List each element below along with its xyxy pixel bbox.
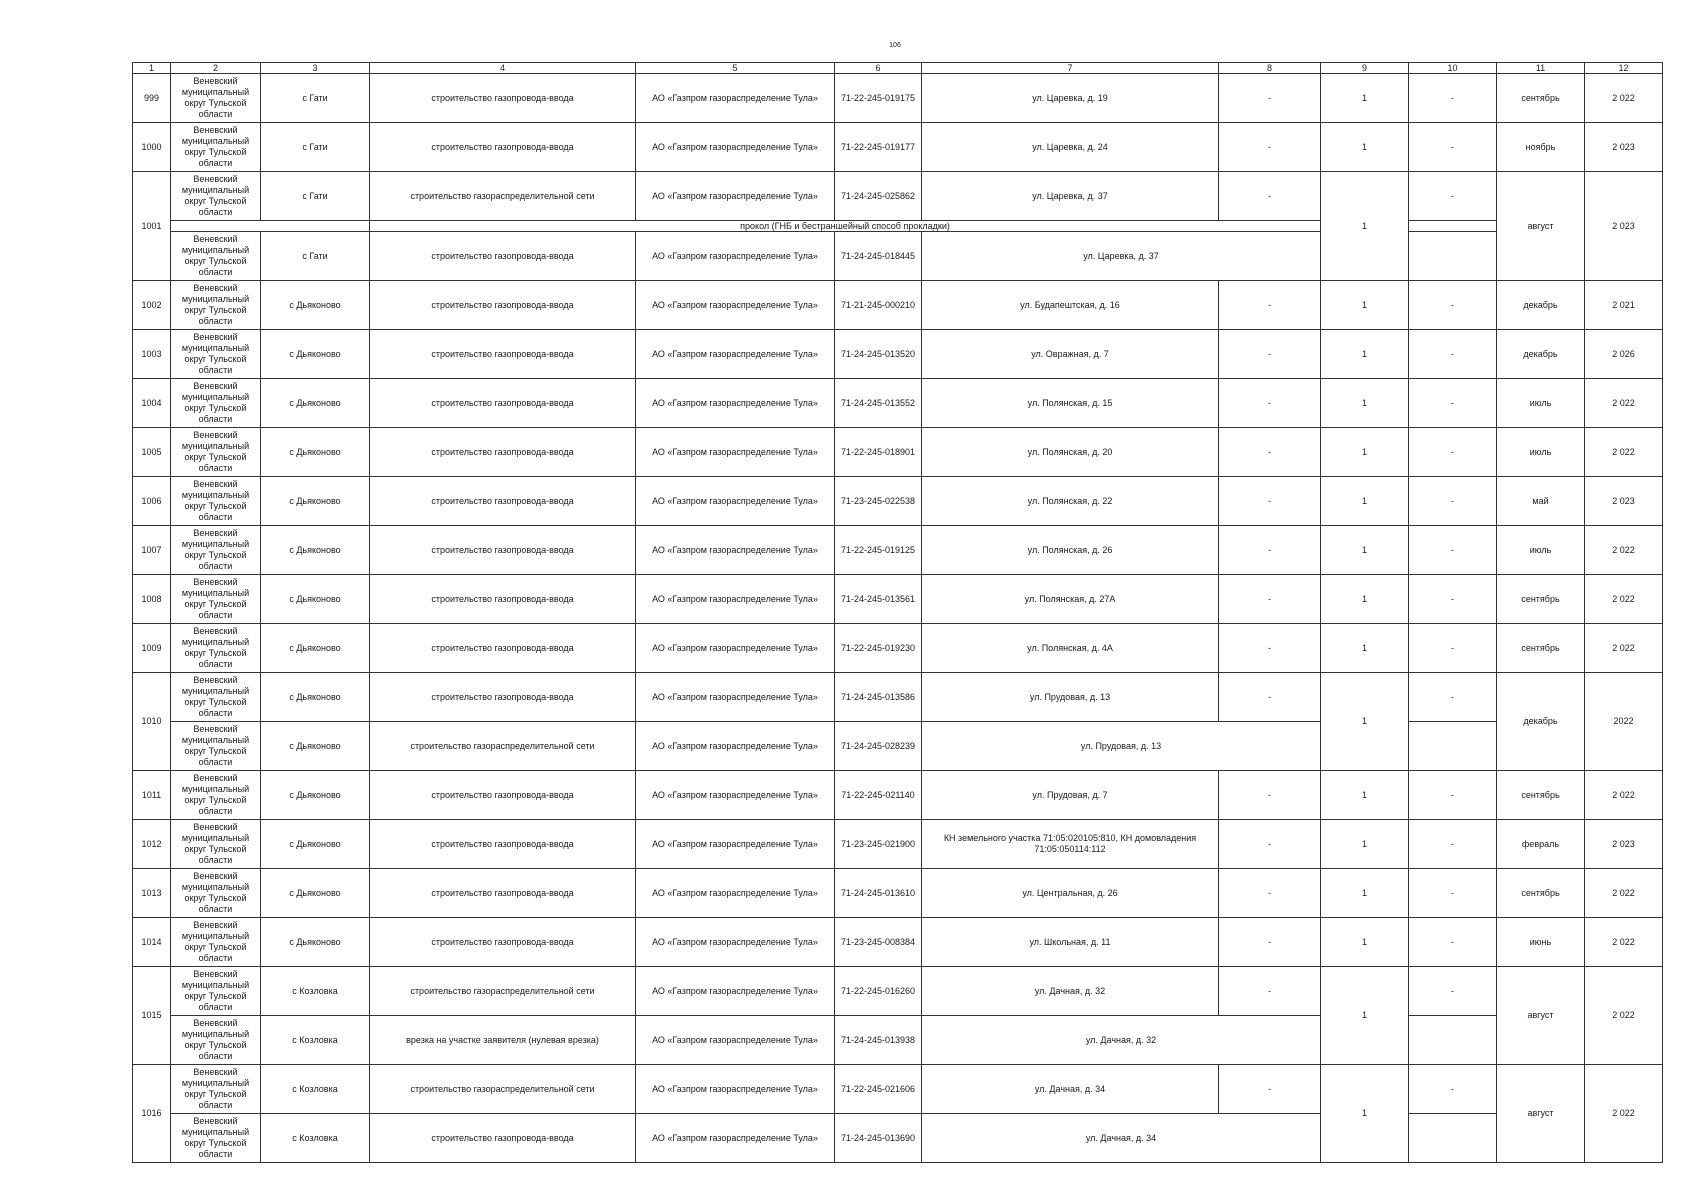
table-row [133,1016,1663,1065]
org-cell: АО «Газпром газораспределение Тула» [636,172,835,221]
col10-cell: - [1409,1065,1497,1114]
row-number: 1016 [133,1065,171,1163]
column-header: 11 [1497,63,1585,74]
column-header: 3 [261,63,370,74]
address-cell: КН земельного участка 71:05:020105:810, КН домовладения 71:05:050114:112 [922,820,1219,869]
org-cell: АО «Газпром газораспределение Тула» [636,967,835,1016]
org-cell: АО «Газпром газораспределение Тула» [636,74,835,123]
col10-cell: - [1409,172,1497,221]
page-number: 106 [889,42,901,49]
code-cell: 71-22-245-019230 [835,624,922,673]
note-cell: прокол (ГНБ и бестраншейный способ прокладки) [370,221,1321,232]
code-cell: 71-23-245-008384 [835,918,922,967]
col8-cell: - [1219,172,1321,221]
column-header: 7 [922,63,1219,74]
work-cell: строительство газопровода-ввода [370,771,636,820]
row-number: 1010 [133,673,171,771]
address-cell: ул. Полянская, д. 20 [922,428,1219,477]
place-cell: с Гати [261,123,370,172]
code-cell: 71-22-245-021606 [835,1065,922,1114]
col10-cell: - [1409,575,1497,624]
col8-cell: - [1219,74,1321,123]
org-cell: АО «Газпром газораспределение Тула» [636,330,835,379]
col8-cell: - [1219,575,1321,624]
district-cell: Веневский муниципальный округ Тульской области [171,967,261,1016]
table-row [133,477,1663,526]
code-cell: 71-24-245-013690 [835,1114,922,1163]
col9-cell: 1 [1321,967,1409,1065]
address-cell: ул. Прудовая, д. 13 [922,722,1321,771]
table-row [133,123,1663,172]
col9-cell: 1 [1321,477,1409,526]
col10-cell [1409,1016,1497,1065]
col8-cell: - [1219,967,1321,1016]
col9-cell: 1 [1321,624,1409,673]
col8-cell: - [1219,673,1321,722]
place-cell: с Гати [261,172,370,221]
year-cell: 2 022 [1585,771,1663,820]
table-row [133,74,1663,123]
table-row [133,281,1663,330]
address-cell: ул. Школьная, д. 11 [922,918,1219,967]
code-cell: 71-22-245-018901 [835,428,922,477]
address-cell: ул. Царевка, д. 37 [922,172,1219,221]
row-number: 1003 [133,330,171,379]
place-cell: с Дьяконово [261,379,370,428]
table-row [133,575,1663,624]
col8-cell: - [1219,477,1321,526]
col8-cell: - [1219,281,1321,330]
work-cell: строительство газопровода-ввода [370,918,636,967]
code-cell: 71-23-245-021900 [835,820,922,869]
org-cell: АО «Газпром газораспределение Тула» [636,428,835,477]
address-cell: ул. Дачная, д. 34 [922,1065,1219,1114]
work-cell: врезка на участке заявителя (нулевая врезка) [370,1016,636,1065]
district-cell: Веневский муниципальный округ Тульской области [171,820,261,869]
code-cell: 71-22-245-019177 [835,123,922,172]
district-cell: Веневский муниципальный округ Тульской области [171,232,261,281]
address-cell: ул. Дачная, д. 32 [922,967,1219,1016]
place-cell: с Козловка [261,1016,370,1065]
code-cell: 71-22-245-019175 [835,74,922,123]
col9-cell: 1 [1321,1065,1409,1163]
work-cell: строительство газопровода-ввода [370,575,636,624]
row-number: 1000 [133,123,171,172]
table-row [133,1114,1663,1163]
column-header: 2 [171,63,261,74]
col10-cell: - [1409,74,1497,123]
col10-cell: - [1409,771,1497,820]
col10-cell: - [1409,967,1497,1016]
table-row [133,869,1663,918]
place-cell: с Козловка [261,1114,370,1163]
org-cell: АО «Газпром газораспределение Тула» [636,771,835,820]
col8-cell: - [1219,330,1321,379]
row-number: 1012 [133,820,171,869]
org-cell: АО «Газпром газораспределение Тула» [636,379,835,428]
column-header: 9 [1321,63,1409,74]
year-cell: 2 022 [1585,74,1663,123]
district-cell: Веневский муниципальный округ Тульской области [171,918,261,967]
code-cell: 71-24-245-013938 [835,1016,922,1065]
place-cell: с Дьяконово [261,477,370,526]
work-cell: строительство газопровода-ввода [370,869,636,918]
place-cell: с Дьяконово [261,428,370,477]
work-cell: строительство газопровода-ввода [370,281,636,330]
month-cell: декабрь [1497,673,1585,771]
row-number: 1014 [133,918,171,967]
col10-cell: - [1409,624,1497,673]
work-cell: строительство газораспределительной сети [370,1065,636,1114]
row-number: 1008 [133,575,171,624]
district-cell: Веневский муниципальный округ Тульской области [171,575,261,624]
work-cell: строительство газопровода-ввода [370,330,636,379]
place-cell: с Дьяконово [261,820,370,869]
note-row [133,221,1663,232]
year-cell: 2 023 [1585,172,1663,281]
table-row [133,820,1663,869]
district-cell: Веневский муниципальный округ Тульской области [171,123,261,172]
address-cell: ул. Полянская, д. 22 [922,477,1219,526]
year-cell: 2022 [1585,673,1663,771]
place-cell: с Дьяконово [261,869,370,918]
col10-cell: - [1409,673,1497,722]
col10-cell [1409,1114,1497,1163]
gas-connection-table [132,62,1663,1163]
col10-cell: - [1409,330,1497,379]
year-cell: 2 022 [1585,575,1663,624]
row-number: 999 [133,74,171,123]
header-row [133,63,1663,74]
month-cell: июль [1497,428,1585,477]
org-cell: АО «Газпром газораспределение Тула» [636,575,835,624]
month-cell: сентябрь [1497,771,1585,820]
district-cell: Веневский муниципальный округ Тульской области [171,172,261,221]
address-cell: ул. Царевка, д. 37 [922,232,1321,281]
address-cell: ул. Овражная, д. 7 [922,330,1219,379]
col10-cell [1409,232,1497,281]
col9-cell: 1 [1321,673,1409,771]
month-cell: сентябрь [1497,624,1585,673]
col9-cell: 1 [1321,918,1409,967]
org-cell: АО «Газпром газораспределение Тула» [636,477,835,526]
row-number: 1001 [133,172,171,281]
column-header: 8 [1219,63,1321,74]
col9-cell: 1 [1321,526,1409,575]
row-number: 1006 [133,477,171,526]
empty-cell [171,221,370,232]
month-cell: сентябрь [1497,869,1585,918]
work-cell: строительство газопровода-ввода [370,820,636,869]
code-cell: 71-22-245-019125 [835,526,922,575]
month-cell: август [1497,967,1585,1065]
work-cell: строительство газораспределительной сети [370,967,636,1016]
work-cell: строительство газораспределительной сети [370,722,636,771]
place-cell: с Дьяконово [261,281,370,330]
year-cell: 2 026 [1585,330,1663,379]
month-cell: декабрь [1497,330,1585,379]
work-cell: строительство газопровода-ввода [370,624,636,673]
org-cell: АО «Газпром газораспределение Тула» [636,869,835,918]
year-cell: 2 022 [1585,379,1663,428]
org-cell: АО «Газпром газораспределение Тула» [636,526,835,575]
work-cell: строительство газопровода-ввода [370,1114,636,1163]
col8-cell: - [1219,1065,1321,1114]
col8-cell: - [1219,820,1321,869]
row-number: 1009 [133,624,171,673]
district-cell: Веневский муниципальный округ Тульской области [171,1065,261,1114]
col9-cell: 1 [1321,771,1409,820]
col9-cell: 1 [1321,379,1409,428]
year-cell: 2 023 [1585,820,1663,869]
year-cell: 2 022 [1585,624,1663,673]
table-row [133,722,1663,771]
year-cell: 2 022 [1585,428,1663,477]
address-cell: ул. Будапештская, д. 16 [922,281,1219,330]
district-cell: Веневский муниципальный округ Тульской области [171,771,261,820]
col8-cell: - [1219,624,1321,673]
col10-cell: - [1409,526,1497,575]
org-cell: АО «Газпром газораспределение Тула» [636,1065,835,1114]
col10-cell: - [1409,379,1497,428]
work-cell: строительство газопровода-ввода [370,123,636,172]
work-cell: строительство газопровода-ввода [370,673,636,722]
column-header: 5 [636,63,835,74]
row-number: 1004 [133,379,171,428]
code-cell: 71-24-245-013520 [835,330,922,379]
address-cell: ул. Прудовая, д. 7 [922,771,1219,820]
address-cell: ул. Полянская, д. 15 [922,379,1219,428]
code-cell: 71-23-245-022538 [835,477,922,526]
col9-cell: 1 [1321,281,1409,330]
place-cell: с Дьяконово [261,771,370,820]
col10-cell [1409,221,1497,232]
code-cell: 71-22-245-016260 [835,967,922,1016]
col8-cell: - [1219,379,1321,428]
place-cell: с Дьяконово [261,526,370,575]
address-cell: ул. Прудовая, д. 13 [922,673,1219,722]
col10-cell: - [1409,918,1497,967]
address-cell: ул. Царевка, д. 19 [922,74,1219,123]
col9-cell: 1 [1321,172,1409,281]
col8-cell: - [1219,869,1321,918]
place-cell: с Дьяконово [261,330,370,379]
district-cell: Веневский муниципальный округ Тульской области [171,624,261,673]
table-row [133,1065,1663,1114]
code-cell: 71-24-245-013586 [835,673,922,722]
place-cell: с Дьяконово [261,673,370,722]
col8-cell: - [1219,526,1321,575]
table-row [133,771,1663,820]
col10-cell: - [1409,281,1497,330]
month-cell: сентябрь [1497,575,1585,624]
column-header: 10 [1409,63,1497,74]
district-cell: Веневский муниципальный округ Тульской области [171,428,261,477]
org-cell: АО «Газпром газораспределение Тула» [636,123,835,172]
col9-cell: 1 [1321,330,1409,379]
district-cell: Веневский муниципальный округ Тульской области [171,1016,261,1065]
district-cell: Веневский муниципальный округ Тульской области [171,722,261,771]
column-header: 1 [133,63,171,74]
col9-cell: 1 [1321,123,1409,172]
col9-cell: 1 [1321,74,1409,123]
work-cell: строительство газопровода-ввода [370,526,636,575]
month-cell: август [1497,1065,1585,1163]
table-row [133,967,1663,1016]
month-cell: июнь [1497,918,1585,967]
district-cell: Веневский муниципальный округ Тульской области [171,869,261,918]
place-cell: с Дьяконово [261,575,370,624]
col9-cell: 1 [1321,428,1409,477]
org-cell: АО «Газпром газораспределение Тула» [636,281,835,330]
table-row [133,428,1663,477]
table-row [133,918,1663,967]
org-cell: АО «Газпром газораспределение Тула» [636,918,835,967]
row-number: 1007 [133,526,171,575]
place-cell: с Гати [261,232,370,281]
month-cell: июль [1497,379,1585,428]
row-number: 1002 [133,281,171,330]
work-cell: строительство газораспределительной сети [370,172,636,221]
org-cell: АО «Газпром газораспределение Тула» [636,722,835,771]
district-cell: Веневский муниципальный округ Тульской области [171,379,261,428]
month-cell: февраль [1497,820,1585,869]
work-cell: строительство газопровода-ввода [370,232,636,281]
district-cell: Веневский муниципальный округ Тульской области [171,1114,261,1163]
year-cell: 2 022 [1585,1065,1663,1163]
year-cell: 2 023 [1585,123,1663,172]
col10-cell: - [1409,477,1497,526]
org-cell: АО «Газпром газораспределение Тула» [636,1016,835,1065]
work-cell: строительство газопровода-ввода [370,74,636,123]
year-cell: 2 022 [1585,967,1663,1065]
year-cell: 2 023 [1585,477,1663,526]
col8-cell: - [1219,918,1321,967]
work-cell: строительство газопровода-ввода [370,379,636,428]
year-cell: 2 022 [1585,869,1663,918]
org-cell: АО «Газпром газораспределение Тула» [636,1114,835,1163]
column-header: 6 [835,63,922,74]
address-cell: ул. Центральная, д. 26 [922,869,1219,918]
district-cell: Веневский муниципальный округ Тульской области [171,477,261,526]
org-cell: АО «Газпром газораспределение Тула» [636,673,835,722]
code-cell: 71-22-245-021140 [835,771,922,820]
month-cell: ноябрь [1497,123,1585,172]
address-cell: ул. Дачная, д. 34 [922,1114,1321,1163]
table-row [133,330,1663,379]
year-cell: 2 021 [1585,281,1663,330]
district-cell: Веневский муниципальный округ Тульской области [171,74,261,123]
year-cell: 2 022 [1585,918,1663,967]
code-cell: 71-21-245-000210 [835,281,922,330]
address-cell: ул. Дачная, д. 32 [922,1016,1321,1065]
district-cell: Веневский муниципальный округ Тульской области [171,673,261,722]
place-cell: с Дьяконово [261,918,370,967]
code-cell: 71-24-245-028239 [835,722,922,771]
col8-cell: - [1219,771,1321,820]
code-cell: 71-24-245-013561 [835,575,922,624]
table-row [133,379,1663,428]
org-cell: АО «Газпром газораспределение Тула» [636,232,835,281]
month-cell: июль [1497,526,1585,575]
address-cell: ул. Полянская, д. 4А [922,624,1219,673]
col9-cell: 1 [1321,575,1409,624]
code-cell: 71-24-245-025862 [835,172,922,221]
place-cell: с Гати [261,74,370,123]
address-cell: ул. Полянская, д. 27А [922,575,1219,624]
col9-cell: 1 [1321,820,1409,869]
code-cell: 71-24-245-013552 [835,379,922,428]
month-cell: май [1497,477,1585,526]
month-cell: декабрь [1497,281,1585,330]
row-number: 1005 [133,428,171,477]
place-cell: с Козловка [261,1065,370,1114]
work-cell: строительство газопровода-ввода [370,477,636,526]
district-cell: Веневский муниципальный округ Тульской области [171,526,261,575]
org-cell: АО «Газпром газораспределение Тула» [636,624,835,673]
place-cell: с Козловка [261,967,370,1016]
column-header: 4 [370,63,636,74]
month-cell: август [1497,172,1585,281]
row-number: 1015 [133,967,171,1065]
work-cell: строительство газопровода-ввода [370,428,636,477]
col10-cell [1409,722,1497,771]
month-cell: сентябрь [1497,74,1585,123]
row-number: 1013 [133,869,171,918]
table-row [133,526,1663,575]
place-cell: с Дьяконово [261,722,370,771]
col10-cell: - [1409,123,1497,172]
col9-cell: 1 [1321,869,1409,918]
col8-cell: - [1219,428,1321,477]
col10-cell: - [1409,820,1497,869]
col8-cell: - [1219,123,1321,172]
code-cell: 71-24-245-013610 [835,869,922,918]
year-cell: 2 022 [1585,526,1663,575]
table-row [133,172,1663,221]
address-cell: ул. Царевка, д. 24 [922,123,1219,172]
column-header: 12 [1585,63,1663,74]
table-row [133,624,1663,673]
district-cell: Веневский муниципальный округ Тульской области [171,281,261,330]
district-cell: Веневский муниципальный округ Тульской области [171,330,261,379]
address-cell: ул. Полянская, д. 26 [922,526,1219,575]
row-number: 1011 [133,771,171,820]
org-cell: АО «Газпром газораспределение Тула» [636,820,835,869]
table-row [133,232,1663,281]
place-cell: с Дьяконово [261,624,370,673]
table-row [133,673,1663,722]
col10-cell: - [1409,428,1497,477]
table-body [133,63,1663,1163]
code-cell: 71-24-245-018445 [835,232,922,281]
col10-cell: - [1409,869,1497,918]
